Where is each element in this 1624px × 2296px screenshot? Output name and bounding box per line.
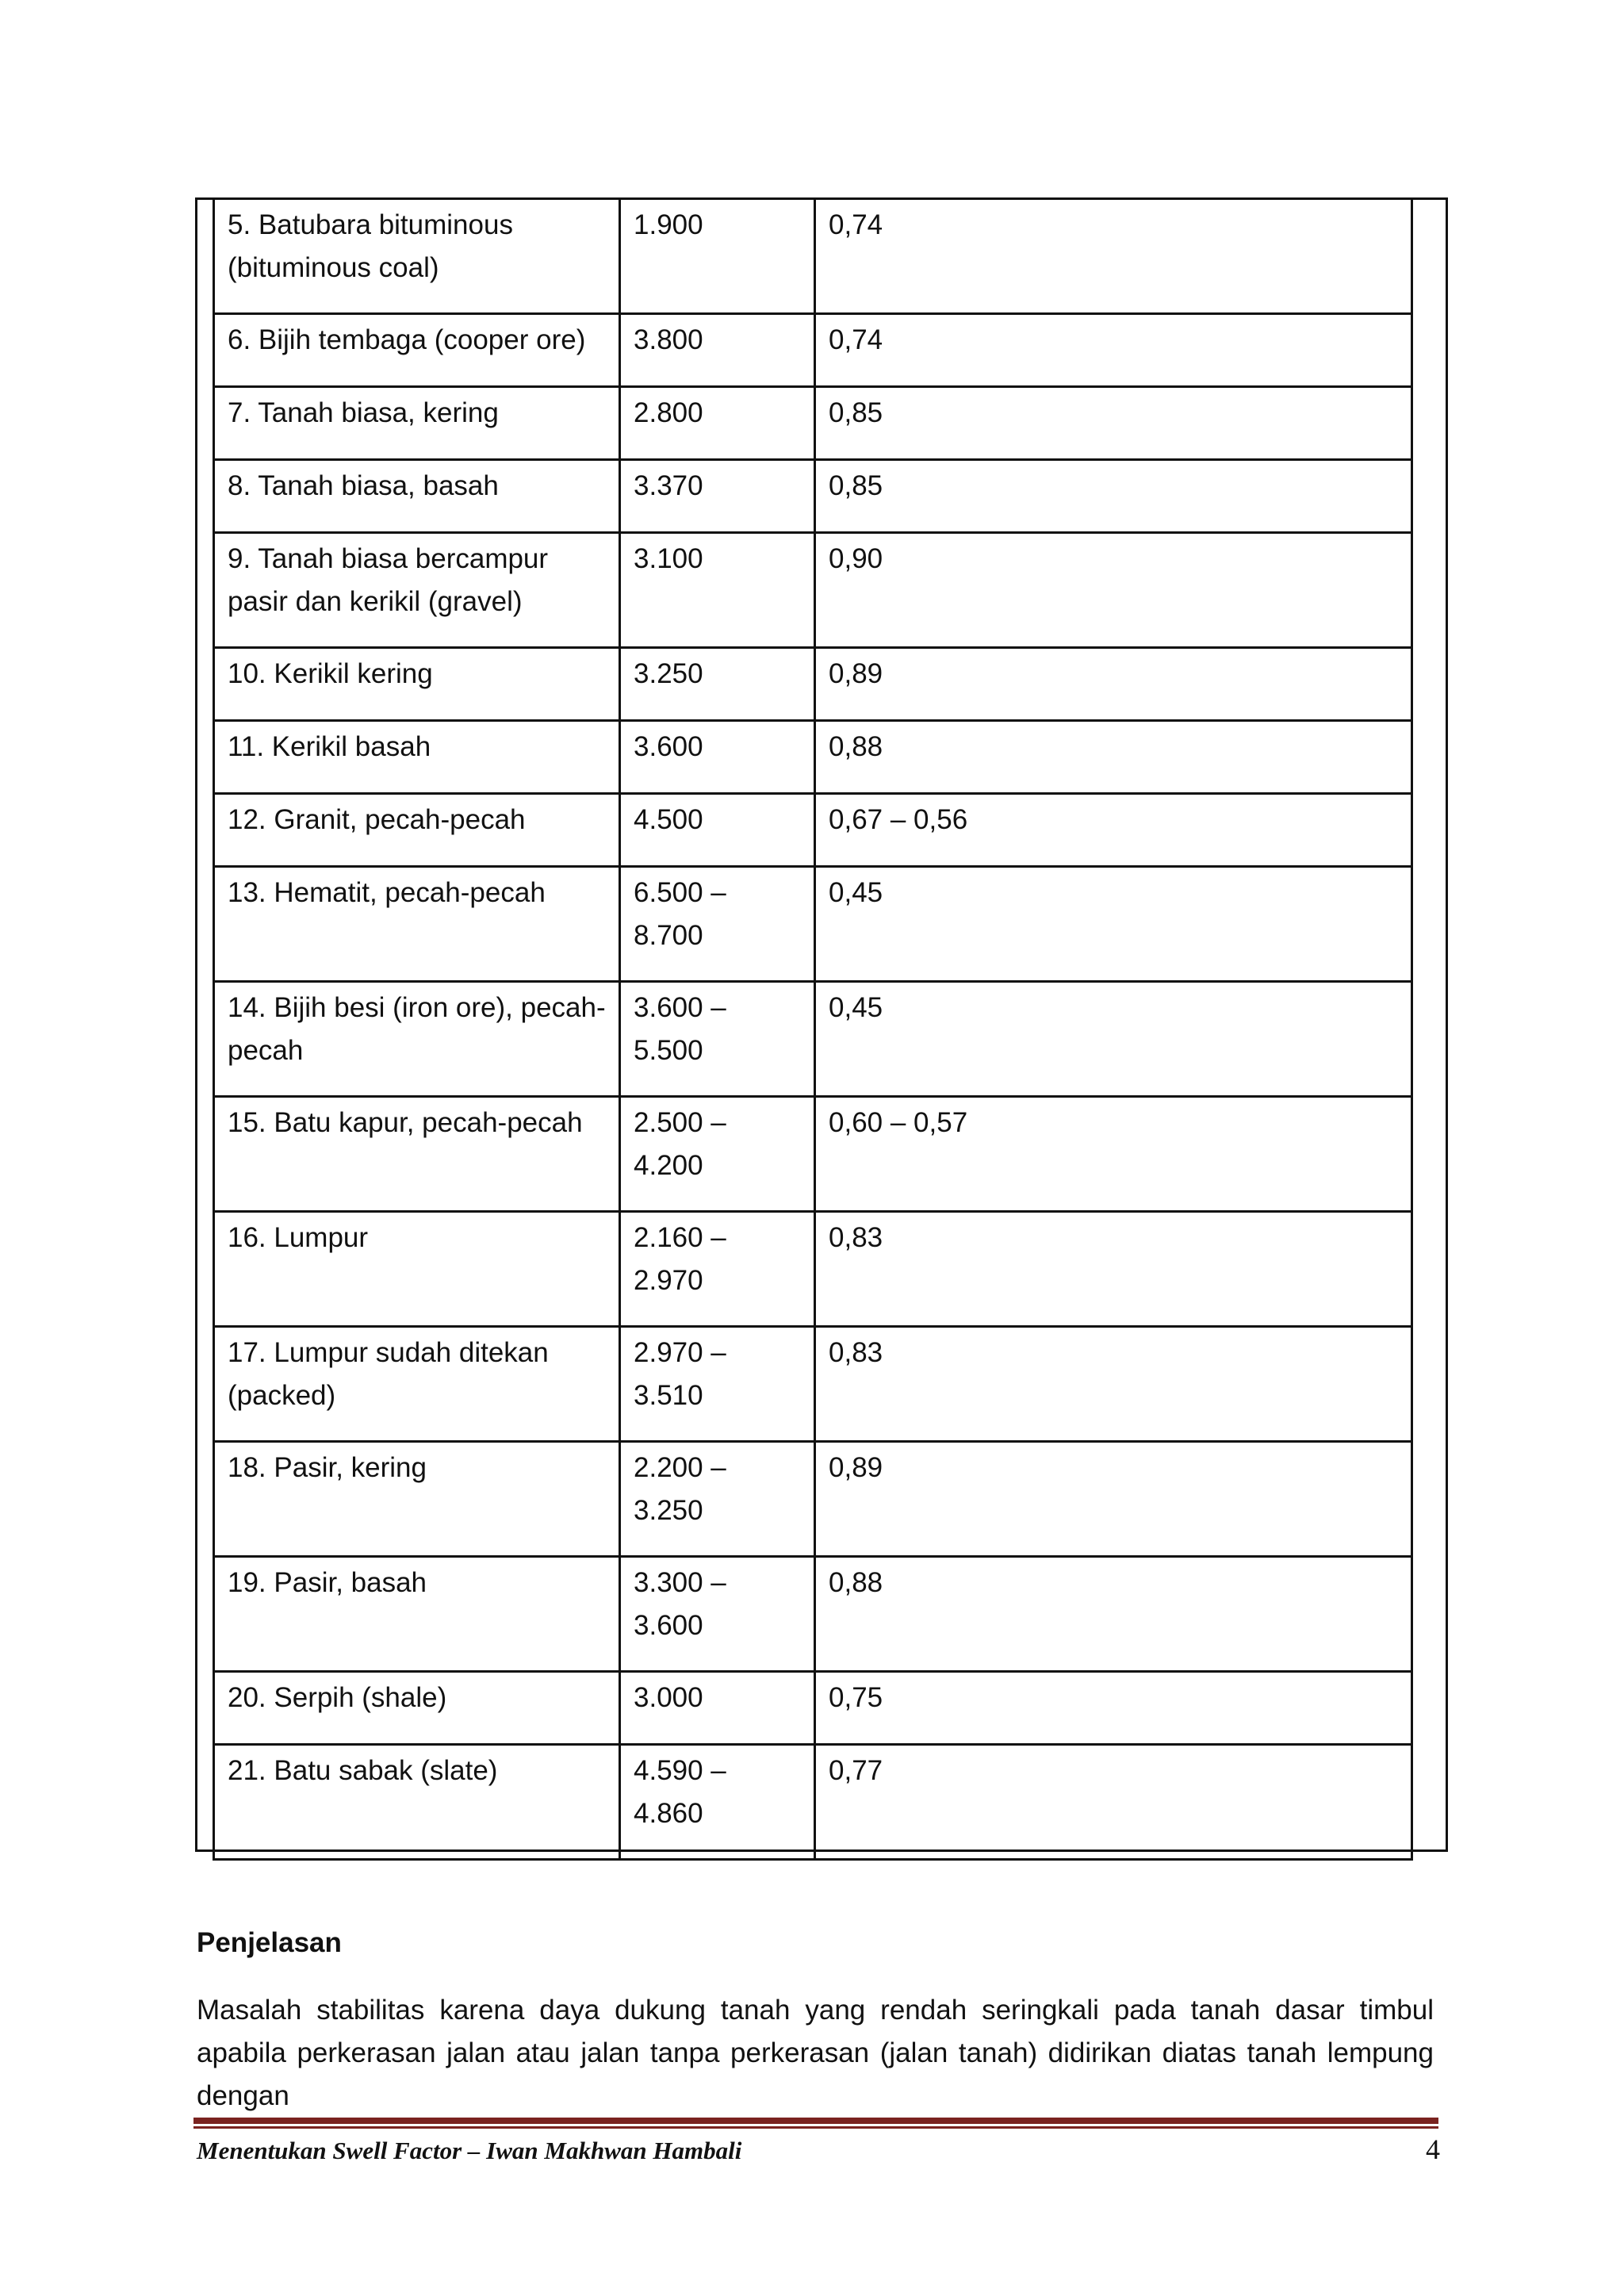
weight-cell: 4.500 xyxy=(620,794,815,867)
material-cell: 11. Kerikil basah xyxy=(214,721,620,794)
material-cell: 17. Lumpur sudah ditekan (packed) xyxy=(214,1327,620,1442)
table-row xyxy=(214,1212,1412,1327)
table-row xyxy=(214,533,1412,648)
footer-title: Menentukan Swell Factor – Iwan Makhwan Hambali xyxy=(197,2137,742,2164)
material-cell: 12. Granit, pecah-pecah xyxy=(214,794,620,867)
table-row xyxy=(214,1672,1412,1745)
table-row xyxy=(214,648,1412,721)
table-row xyxy=(214,1745,1412,1860)
weight-cell: 2.800 xyxy=(620,387,815,460)
weight-cell: 3.000 xyxy=(620,1672,815,1745)
table-row xyxy=(214,867,1412,982)
table-row xyxy=(214,387,1412,460)
factor-cell: 0,45 xyxy=(815,867,1412,982)
factor-cell: 0,77 xyxy=(815,1745,1412,1860)
weight-cell: 6.500 – 8.700 xyxy=(620,867,815,982)
section-heading: Penjelasan xyxy=(197,1927,342,1958)
material-cell: 20. Serpih (shale) xyxy=(214,1672,620,1745)
material-cell: 19. Pasir, basah xyxy=(214,1557,620,1672)
weight-cell: 3.600 – 5.500 xyxy=(620,982,815,1097)
material-cell: 15. Batu kapur, pecah-pecah xyxy=(214,1097,620,1212)
material-cell: 14. Bijih besi (iron ore), pecah-pecah xyxy=(214,982,620,1097)
swell-factor-table xyxy=(213,197,1413,1861)
factor-cell: 0,74 xyxy=(815,314,1412,387)
weight-cell: 3.800 xyxy=(620,314,815,387)
weight-cell: 3.600 xyxy=(620,721,815,794)
table-row xyxy=(214,1557,1412,1672)
material-cell: 21. Batu sabak (slate) xyxy=(214,1745,620,1860)
weight-cell: 2.160 – 2.970 xyxy=(620,1212,815,1327)
weight-cell: 2.970 – 3.510 xyxy=(620,1327,815,1442)
factor-cell: 0,85 xyxy=(815,387,1412,460)
table-row xyxy=(214,314,1412,387)
factor-cell: 0,89 xyxy=(815,1442,1412,1557)
material-cell: 10. Kerikil kering xyxy=(214,648,620,721)
table-row xyxy=(214,1097,1412,1212)
factor-cell: 0,88 xyxy=(815,721,1412,794)
table-row xyxy=(214,721,1412,794)
weight-cell: 3.100 xyxy=(620,533,815,648)
material-cell: 7. Tanah biasa, kering xyxy=(214,387,620,460)
table-row xyxy=(214,460,1412,533)
material-cell: 16. Lumpur xyxy=(214,1212,620,1327)
weight-cell: 4.590 – 4.860 xyxy=(620,1745,815,1860)
factor-cell: 0,75 xyxy=(815,1672,1412,1745)
material-cell: 18. Pasir, kering xyxy=(214,1442,620,1557)
table-row xyxy=(214,982,1412,1097)
weight-cell: 3.250 xyxy=(620,648,815,721)
material-cell: 5. Batubara bituminous (bituminous coal) xyxy=(214,199,620,314)
factor-cell: 0,88 xyxy=(815,1557,1412,1672)
factor-cell: 0,83 xyxy=(815,1327,1412,1442)
page-number: 4 xyxy=(1426,2133,1440,2165)
factor-cell: 0,60 – 0,57 xyxy=(815,1097,1412,1212)
factor-cell: 0,85 xyxy=(815,460,1412,533)
footer-divider xyxy=(193,2118,1438,2129)
table-row xyxy=(214,1327,1412,1442)
table-row xyxy=(214,1442,1412,1557)
footer-divider-thick xyxy=(193,2118,1438,2124)
factor-cell: 0,67 – 0,56 xyxy=(815,794,1412,867)
table-row xyxy=(214,794,1412,867)
material-cell: 9. Tanah biasa bercampur pasir dan kerikil (gravel) xyxy=(214,533,620,648)
body-paragraph: Masalah stabilitas karena daya dukung tanah yang rendah seringkali pada tanah dasar timbul apabila perkerasan jalan atau jalan tanpa perkerasan (jalan tanah) didirikan diatas tanah lempung dengan xyxy=(197,1995,1434,2111)
table-row xyxy=(214,199,1412,314)
factor-cell: 0,89 xyxy=(815,648,1412,721)
footer-divider-thin xyxy=(193,2126,1438,2129)
material-cell: 13. Hematit, pecah-pecah xyxy=(214,867,620,982)
material-cell: 6. Bijih tembaga (cooper ore) xyxy=(214,314,620,387)
factor-cell: 0,90 xyxy=(815,533,1412,648)
weight-cell: 1.900 xyxy=(620,199,815,314)
factor-cell: 0,83 xyxy=(815,1212,1412,1327)
material-cell: 8. Tanah biasa, basah xyxy=(214,460,620,533)
factor-cell: 0,74 xyxy=(815,199,1412,314)
weight-cell: 2.200 – 3.250 xyxy=(620,1442,815,1557)
weight-cell: 3.370 xyxy=(620,460,815,533)
weight-cell: 3.300 – 3.600 xyxy=(620,1557,815,1672)
factor-cell: 0,45 xyxy=(815,982,1412,1097)
weight-cell: 2.500 – 4.200 xyxy=(620,1097,815,1212)
